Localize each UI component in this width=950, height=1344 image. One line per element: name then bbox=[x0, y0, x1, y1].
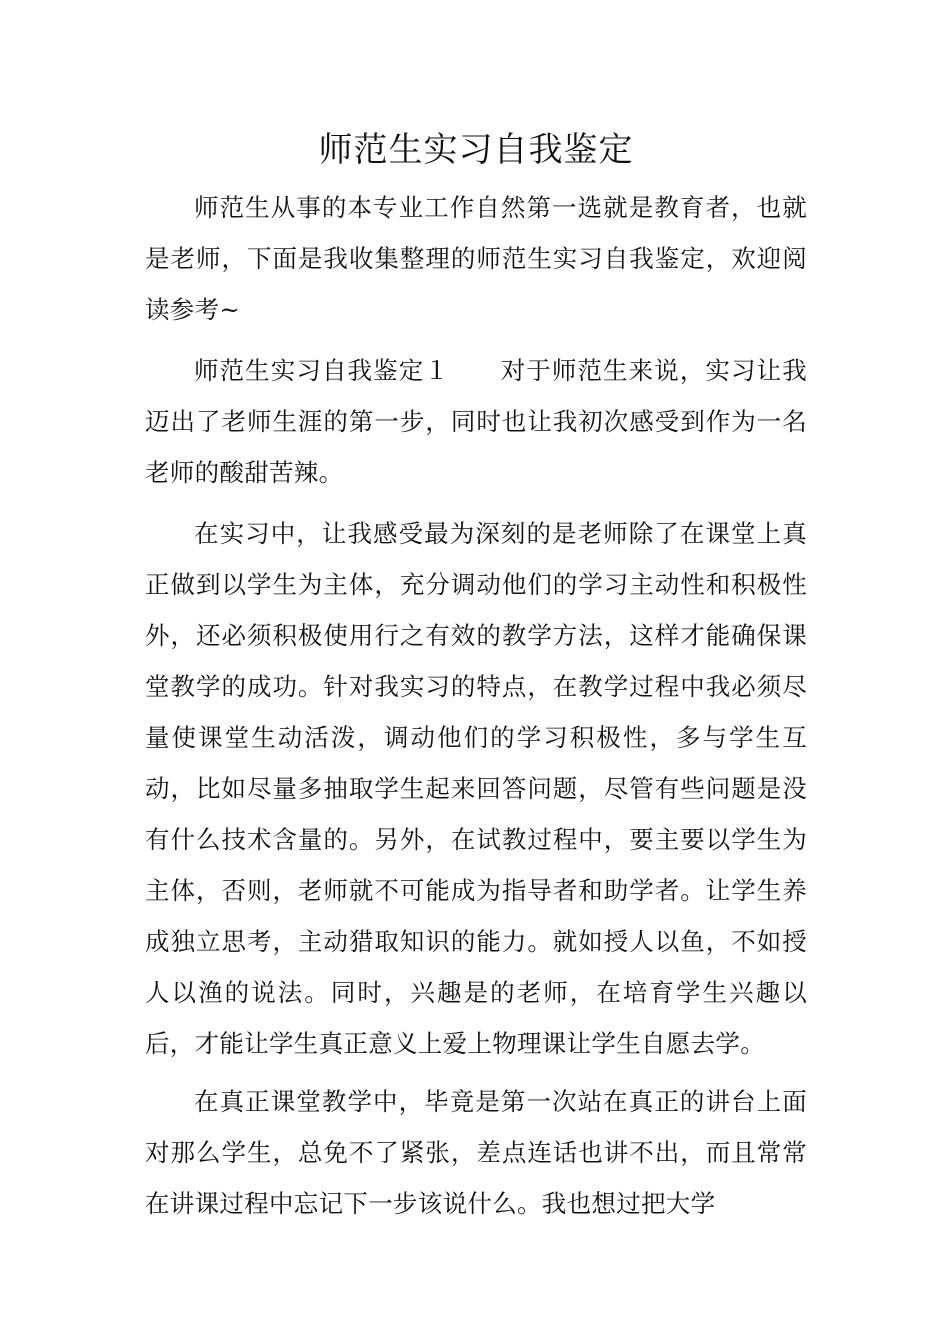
body-paragraph-3: 在真正课堂教学中，毕竟是第一次站在真正的讲台上面对那么学生，总免不了紧张，差点连话也讲不出，而且常常在讲课过程中忘记下一步该说什么。我也想过把大学 bbox=[145, 1087, 807, 1218]
section-1-heading: 师范生实习自我鉴定１ bbox=[194, 356, 450, 385]
body-paragraph-2: 在实习中，让我感受最为深刻的是老师除了在课堂上真正做到以学生为主体，充分调动他们的学习主动性和积极性外，还必须积极使用行之有效的教学方法，这样才能确保课堂教学的成功。针对我实习的特点，在教学过程中我必须尽量使课堂生动活泼，调动他们的学习积极性，多与学生互动，比如尽量多抽取学生起来回答问题，尽管有些问题是没有什么技术含量的。另外，在试教过程中，要主要以学生为主体，否则，老师就不可能成为指导者和助学者。让学生养成独立思考，主动猎取知识的能力。就如授人以鱼，不如授人以渔的说法。同时，兴趣是的老师，在培育学生兴趣以后，才能让学生真正意义上爱上物理课让学生自愿去学。 bbox=[145, 519, 807, 1058]
section-1-text: 对于师范生来说，实习让我迈出了老师生涯的第一步，同时也让我初次感受到作为一名老师的酸甜苦辣。 bbox=[145, 356, 807, 487]
intro-paragraph: 师范生从事的本专业工作自然第一选就是教育者，也就是老师，下面是我收集整理的师范生实习自我鉴定，欢迎阅读参考~ bbox=[145, 193, 807, 324]
section-1-paragraph bbox=[145, 345, 807, 498]
document-page bbox=[145, 120, 807, 1236]
document-title: 师范生实习自我鉴定 bbox=[318, 130, 634, 170]
